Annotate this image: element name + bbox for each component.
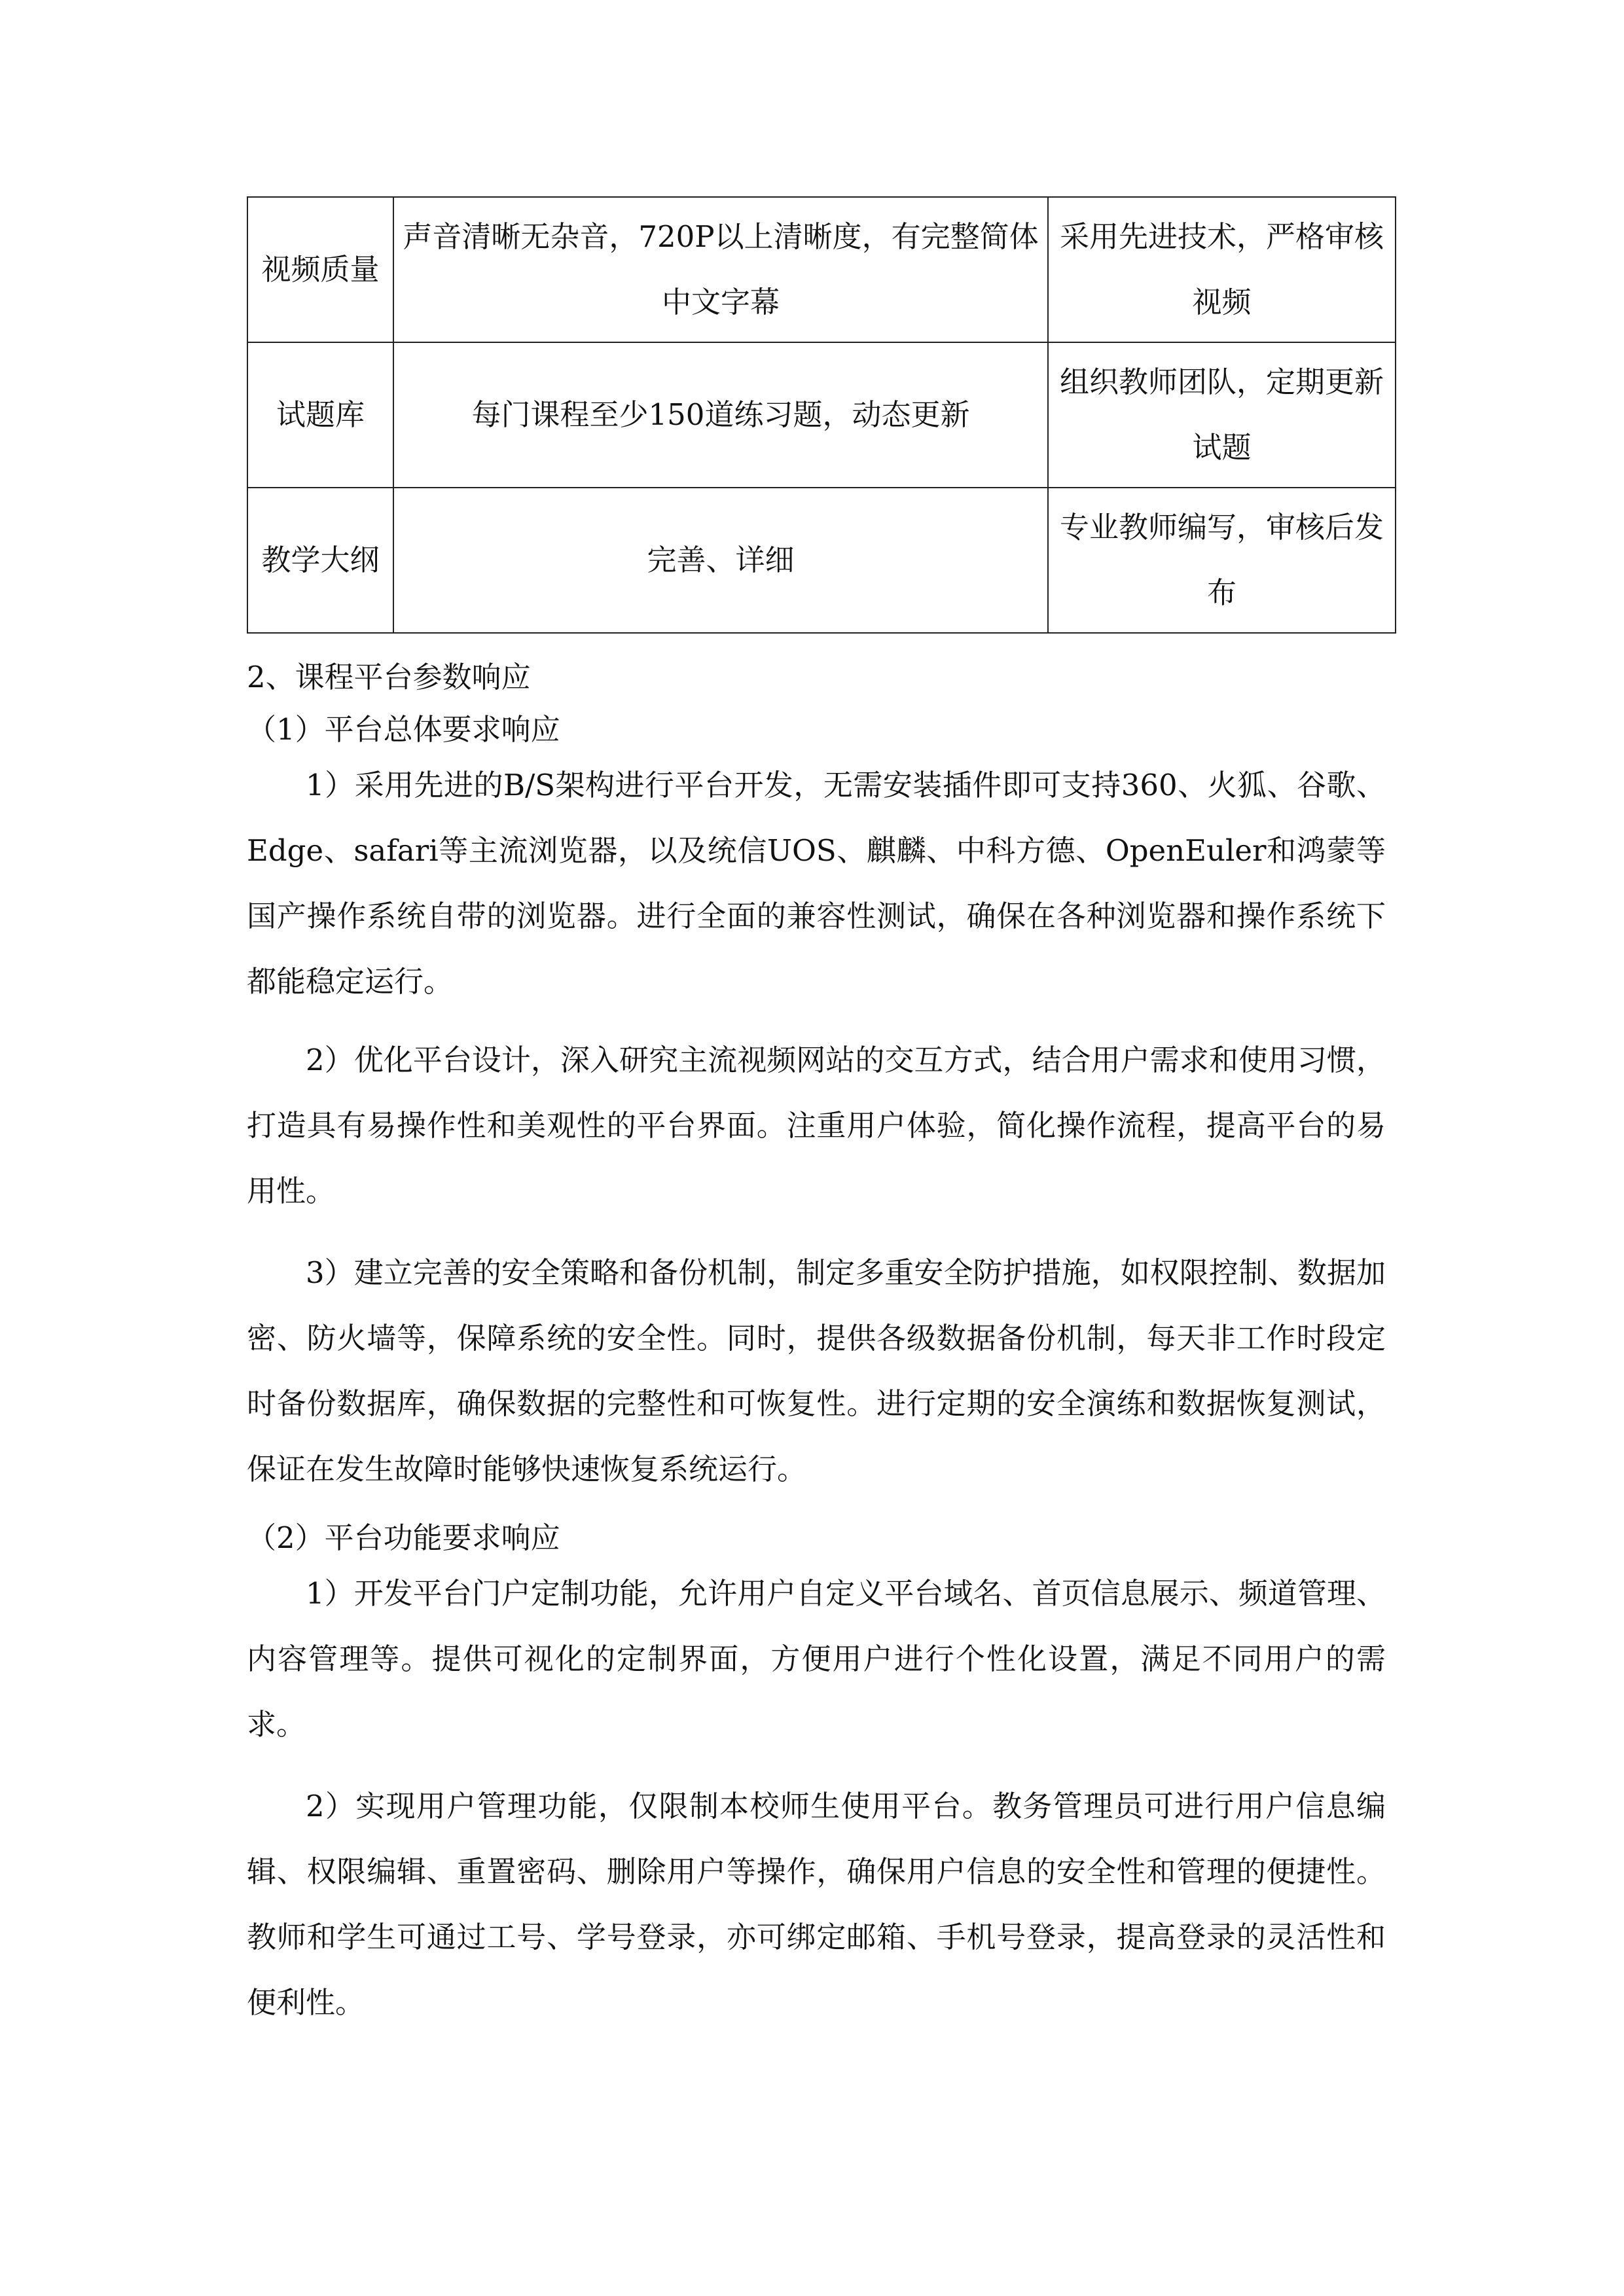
subsection-heading: （2）平台功能要求响应 [247,1520,560,1555]
subsection-heading: （1）平台总体要求响应 [247,712,560,747]
table-cell-requirement: 每门课程至少150道练习题，动态更新 [393,342,1048,488]
table-cell-response: 组织教师团队，定期更新试题 [1048,342,1396,488]
section-heading: 2、课程平台参数响应 [247,660,531,694]
table-row [247,342,1396,488]
table-cell-requirement: 声音清晰无杂音，720P以上清晰度，有完整简体中文字幕 [393,197,1048,342]
table-cell-response: 专业教师编写，审核后发布 [1048,488,1396,633]
table-cell-response: 采用先进技术，严格审核视频 [1048,197,1396,342]
table-row [247,197,1396,342]
paragraph: 1）采用先进的B/S架构进行平台开发，无需安装插件即可支持360、火狐、谷歌、Edge、safari等主流浏览器，以及统信UOS、麒麟、中科方德、OpenEuler和鸿蒙等国产操作系统自带的浏览器。进行全面的兼容性测试，确保在各种浏览器和操作系统下都能稳定运行。 [247,768,1386,999]
paragraph: 3）建立完善的安全策略和备份机制，制定多重安全防护措施，如权限控制、数据加密、防火墙等，保障系统的安全性。同时，提供各级数据备份机制，每天非工作时段定时备份数据库，确保数据的完整性和可恢复性。进行定期的安全演练和数据恢复测试，保证在发生故障时能够快速恢复系统运行。 [247,1255,1386,1486]
table-cell-item: 教学大纲 [247,488,393,633]
paragraph: 2）优化平台设计，深入研究主流视频网站的交互方式，结合用户需求和使用习惯，打造具有易操作性和美观性的平台界面。注重用户体验，简化操作流程，提高平台的易用性。 [247,1043,1386,1208]
table-cell-item: 试题库 [247,342,393,488]
table-cell-item: 视频质量 [247,197,393,342]
requirements-table [247,196,1396,634]
table-row [247,488,1396,633]
paragraph: 1）开发平台门户定制功能，允许用户自定义平台域名、首页信息展示、频道管理、内容管理等。提供可视化的定制界面，方便用户进行个性化设置，满足不同用户的需求。 [247,1576,1386,1742]
paragraph: 2）实现用户管理功能，仅限制本校师生使用平台。教务管理员可进行用户信息编辑、权限编辑、重置密码、删除用户等操作，确保用户信息的安全性和管理的便捷性。教师和学生可通过工号、学号登录，亦可绑定邮箱、手机号登录，提高登录的灵活性和便利性。 [247,1789,1386,2020]
table-cell-requirement: 完善、详细 [393,488,1048,633]
